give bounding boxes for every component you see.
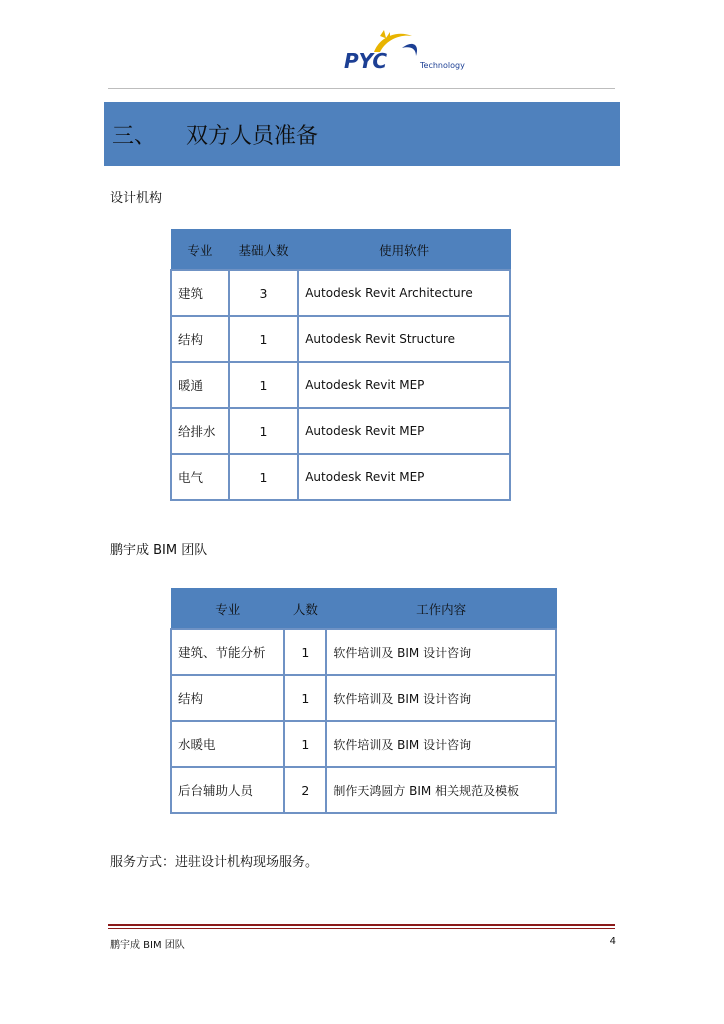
count-cell: 1: [229, 454, 299, 500]
service-mode-text: 服务方式：进驻设计机构现场服务。: [110, 855, 319, 870]
table-row: [171, 316, 510, 362]
table-row: [171, 629, 556, 675]
count-cell: 3: [229, 270, 299, 316]
section-number: 三、: [112, 124, 157, 149]
header-divider: [108, 88, 615, 89]
design-org-table: [170, 229, 511, 501]
count-cell: 1: [284, 721, 326, 767]
software-cell: Autodesk Revit Structure: [298, 316, 510, 362]
table-row: [171, 767, 556, 813]
count-cell: 1: [229, 362, 299, 408]
logo-swoosh-blue: [402, 44, 417, 56]
column-header: 使用软件: [298, 230, 510, 271]
count-cell: 1: [284, 629, 326, 675]
column-header: 人数: [284, 589, 326, 630]
design-org-heading: 设计机构: [110, 191, 163, 206]
logo-word: Technology: [420, 61, 465, 70]
discipline-cell: 给排水: [171, 408, 229, 454]
software-cell: Autodesk Revit Architecture: [298, 270, 510, 316]
discipline-cell: 结构: [171, 316, 229, 362]
table-row: [171, 270, 510, 316]
discipline-cell: 水暖电: [171, 721, 284, 767]
software-cell: Autodesk Revit MEP: [298, 362, 510, 408]
discipline-cell: 暖通: [171, 362, 229, 408]
bim-team-heading: 鹏宇成 BIM 团队: [110, 543, 208, 558]
work-cell: 软件培训及 BIM 设计咨询: [326, 629, 556, 675]
section-title: 双方人员准备: [186, 124, 319, 149]
table-row: [171, 721, 556, 767]
table-row: [171, 675, 556, 721]
count-cell: 1: [229, 408, 299, 454]
footer-team-name: 鹏宇成 BIM 团队: [110, 940, 185, 951]
count-cell: 2: [284, 767, 326, 813]
discipline-cell: 电气: [171, 454, 229, 500]
software-cell: Autodesk Revit MEP: [298, 454, 510, 500]
discipline-cell: 建筑: [171, 270, 229, 316]
table-row: [171, 408, 510, 454]
table-row: [171, 454, 510, 500]
discipline-cell: 后台辅助人员: [171, 767, 284, 813]
software-cell: Autodesk Revit MEP: [298, 408, 510, 454]
column-header: 基础人数: [229, 230, 299, 271]
page-number: 4: [609, 936, 616, 947]
company-logo: [340, 30, 480, 80]
footer-divider-thin: [108, 928, 615, 929]
work-cell: 软件培训及 BIM 设计咨询: [326, 675, 556, 721]
column-header: 工作内容: [326, 589, 556, 630]
work-cell: 制作天鸿圆方 BIM 相关规范及模板: [326, 767, 556, 813]
table-header-row: [171, 589, 556, 630]
count-cell: 1: [229, 316, 299, 362]
discipline-cell: 建筑、节能分析: [171, 629, 284, 675]
count-cell: 1: [284, 675, 326, 721]
table-row: [171, 362, 510, 408]
table-header-row: [171, 230, 510, 271]
bim-team-table: [170, 588, 557, 814]
section-header: [104, 102, 620, 166]
column-header: 专业: [171, 230, 229, 271]
discipline-cell: 结构: [171, 675, 284, 721]
footer-divider: [108, 924, 615, 926]
logo-mark: PYC: [344, 49, 388, 73]
column-header: 专业: [171, 589, 284, 630]
work-cell: 软件培训及 BIM 设计咨询: [326, 721, 556, 767]
